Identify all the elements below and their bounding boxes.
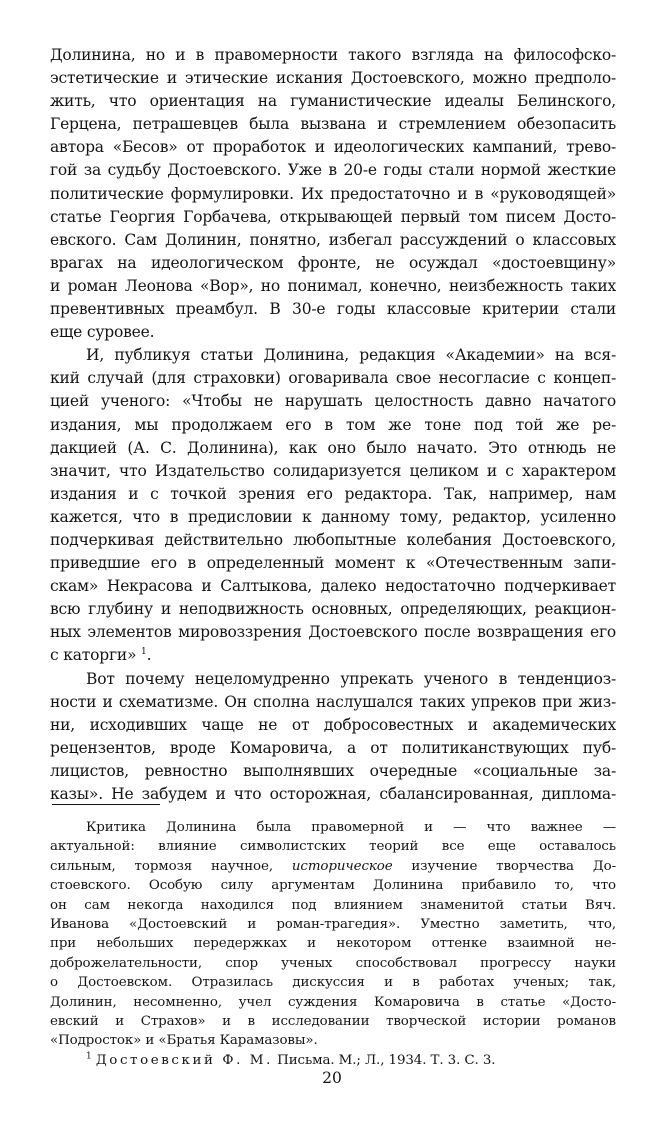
text-line: Герцена, петрашевцев была вызвана и стремлением обезопасить	[50, 115, 616, 134]
footnote-line: Иванова «Достоевский и роман-трагедия». Уместно заметить, что,	[50, 916, 616, 932]
text-line: всю глубину и неподвижность основных, определяющих, реакцион-	[50, 600, 616, 619]
text-line: евского. Сам Долинин, понятно, избегал рассуждений о классовых	[50, 230, 616, 249]
text-line: значит, что Издательство солидаризуется целиком и с характером	[50, 461, 616, 480]
text-line-with-footnote: с каторги» $^1$.	[50, 646, 152, 665]
page-body	[50, 44, 616, 806]
footnote-line: стоевского. Особую силу аргументам Долинина прибавило то, что	[50, 878, 616, 894]
page-number: 20	[322, 1069, 342, 1087]
footnote-separator	[52, 804, 160, 805]
text-fragment: сильным, тормозя научное,	[50, 858, 274, 874]
text-line: автора «Бесов» от проработок и идеологических кампаний, трево-	[50, 138, 616, 157]
text-line: врагах на идеологическом фронте, не осуждал «достоевщину»	[50, 253, 616, 272]
footnote-line: о Достоевском. Отразилась дискуссия и в работах ученых; так,	[50, 975, 616, 991]
reference-citation: Письма. М.; Л., 1934. Т. 3. С. 3.	[277, 1052, 496, 1068]
footnote-number: 1	[86, 1051, 92, 1062]
paragraph-1	[50, 44, 616, 344]
footnote-line: актуальной: влияние символистских теорий все еще оставалось	[50, 839, 616, 855]
text-line: гой за судьбу Достоевского. Уже в 20-е годы стали нормой жесткие	[50, 161, 616, 180]
text-line: кажется, что в предисловии к данному тому, редактор, усиленно	[50, 507, 616, 526]
text-line: подчеркивая действительно любопытные колебания Достоевского,	[50, 530, 616, 549]
text-line: И, публикуя статьи Долинина, редакция «Академии» на вся-	[86, 346, 616, 365]
paragraph-2	[50, 344, 616, 667]
text-line: Вот почему нецеломудренно упрекать ученого в тенденциоз-	[86, 669, 616, 688]
text-line: цией ученого: «Чтобы не нарушать целостность давно начатого	[50, 392, 616, 411]
footnote-line: Критика Долинина была правомерной и — что важнее —	[86, 820, 616, 835]
text-line: Долинина, но и в правомерности такого взгляда на философско-	[50, 46, 616, 64]
text-line: ных элементов мировоззрения Достоевского после возвращения его	[50, 623, 616, 642]
text-line: издания и с точкой зрения его редактора. Так, например, нам	[50, 484, 616, 503]
text-line: жить, что ориентация на гуманистические идеалы Белинского,	[50, 92, 616, 111]
italic-term: историческое	[291, 858, 393, 874]
text-line: лицистов, ревностно выполнявших очередные «социальные за-	[50, 761, 616, 780]
text-line: статье Георгия Горбачева, открывающей первый том писем Досто-	[50, 207, 616, 226]
text-line: рецензентов, вроде Комаровича, а от политиканствующих пуб-	[50, 738, 616, 757]
text-line: кий случай (для страховки) оговаривала свое несогласие с концеп-	[50, 369, 616, 388]
footnotes	[50, 818, 616, 1070]
text-line: казы». Не забудем и что осторожная, сбалансированная, диплома-	[50, 785, 616, 803]
footnote-line: он сам некогда находился под влиянием знаменитой статьи Вяч.	[50, 897, 616, 913]
text-line: политические формулировки. Их предостаточно и в «руководящей»	[50, 184, 616, 203]
footnote-line: при небольших передержках и некотором оттенке взаимной не-	[50, 936, 616, 952]
text-line: эстетические и этические искания Достоевского, можно предполо-	[50, 69, 616, 88]
text-line: еще суровее.	[50, 323, 155, 342]
text-line: приведшие его в определенный момент к «Отечественным запи-	[50, 554, 616, 573]
footnote-line: Долинин, несомненно, учел суждения Комаровича в статье «Досто-	[50, 994, 616, 1010]
text-line: и роман Леонова «Вор», но понимал, конечно, неизбежность таких	[50, 276, 616, 295]
footnote-line-with-italic	[50, 857, 616, 876]
text-fragment: изучение творчества До-	[411, 858, 616, 874]
text-line: превентивных преамбул. В 30-е годы классовые критерии стали	[50, 300, 616, 319]
text-line: ни, исходивших чаще не от добросовестных и академических	[50, 715, 616, 734]
text-line: скам» Некрасова и Салтыкова, далеко недостаточно подчеркивает	[50, 577, 616, 596]
reference-author: Достоевский Ф. М.	[95, 1052, 273, 1068]
text-line: дакцией (А. С. Долинина), как оно было начато. Это отнюдь не	[50, 438, 616, 457]
footnote-line: евский и Страхов» и в исследовании творческой истории романов	[50, 1013, 616, 1029]
text-line: издания, мы продолжаем его в том же тоне под той же ре-	[50, 415, 616, 434]
footnote-line: «Подросток» и «Братья Карамазовы».	[50, 1033, 318, 1049]
footnote-marker: 1	[141, 647, 147, 658]
paragraph-3	[50, 668, 616, 807]
text-fragment: с каторги»	[50, 646, 137, 665]
text-line: ности и схематизме. Он сполна наслушался таких упреков при жиз-	[50, 692, 616, 711]
footnote-line: доброжелательности, спор ученых способствовал прогрессу науки	[50, 955, 616, 971]
